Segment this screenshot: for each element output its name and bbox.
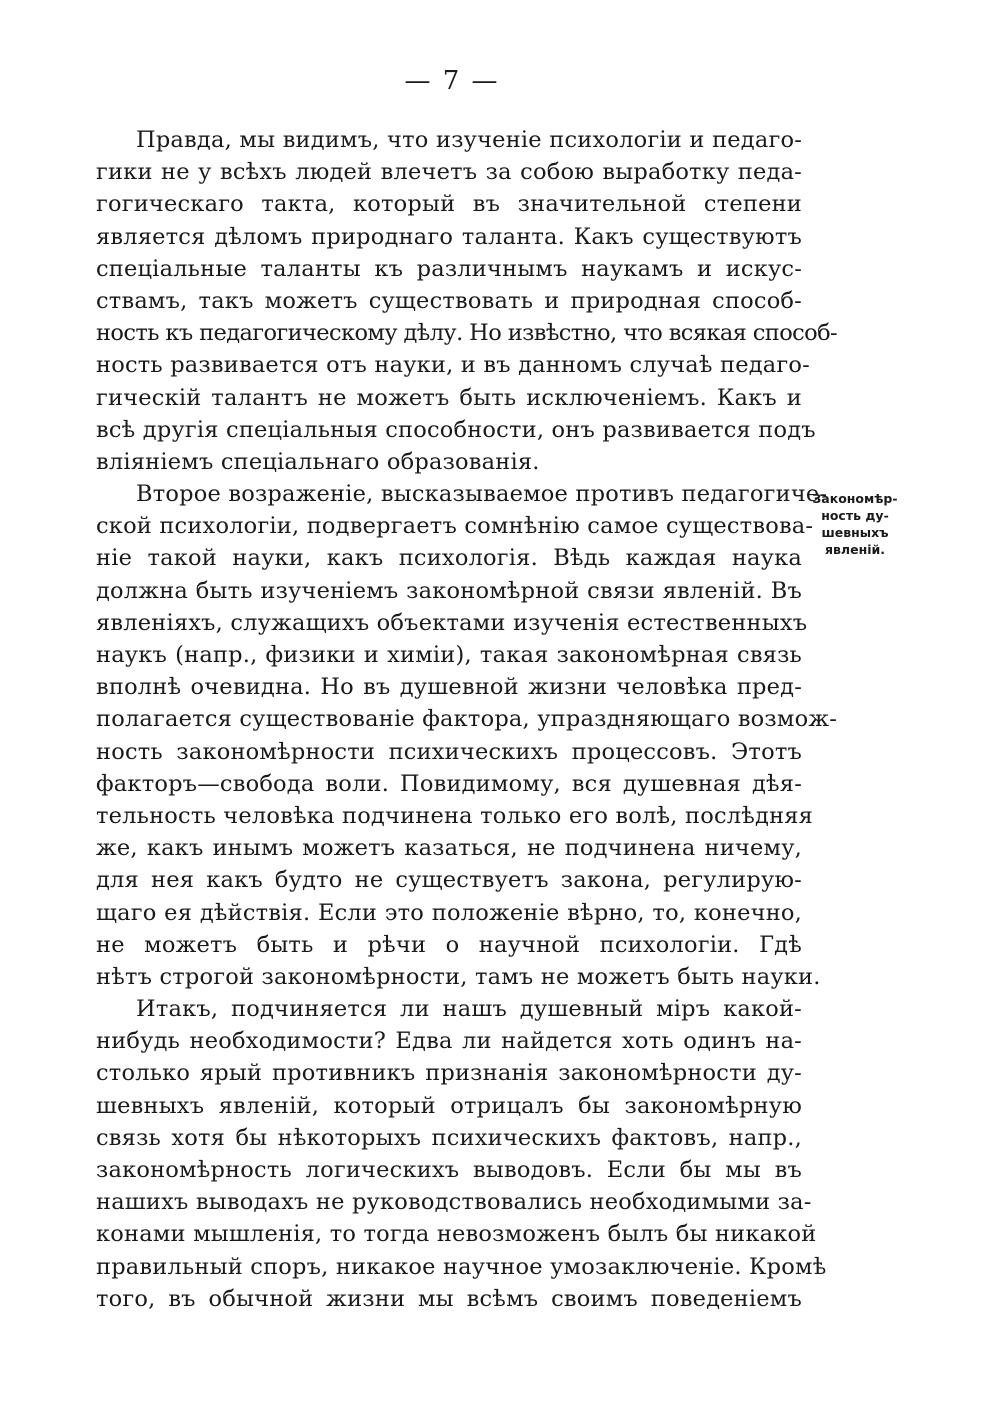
text-line: вліяніемъ спеціальнаго образованія. — [96, 448, 540, 475]
text-line: закономѣрность логическихъ выводовъ. Если бы мы въ — [96, 1157, 802, 1183]
text-line: ніе такой науки, какъ психологія. Вѣдь каждая наука — [96, 545, 802, 572]
text-line: того, въ обычной жизни мы всѣмъ своимъ поведеніемъ — [96, 1285, 802, 1312]
marginal-note-line: явленій. — [825, 542, 885, 557]
text-line: гогическаго такта, который въ значительной степени — [96, 191, 802, 218]
text-line: шевныхъ явленій, который отрицалъ бы закономѣрную — [96, 1092, 802, 1119]
text-line: Итакъ, подчиняется ли нашъ душевный міръ какой- — [136, 996, 802, 1023]
marginal-note-line: шевныхъ — [821, 525, 889, 540]
text-line: всѣ другія спеціальныя способности, онъ развивается подъ — [96, 416, 816, 443]
body-text — [96, 124, 838, 1315]
text-line: щаго ея дѣйствія. Если это положеніе вѣрно, то, конечно, — [96, 899, 802, 926]
text-line: ской психологіи, подвергаетъ сомнѣнію самое существова- — [96, 513, 814, 540]
text-line: должна быть изученіемъ закономѣрной связи явленій. Въ — [96, 577, 802, 604]
page-number: — 7 — — [404, 66, 500, 96]
text-line: ствамъ, такъ можетъ существовать и природная способ- — [96, 287, 802, 314]
marginal-note-line: Закономѣр- — [812, 491, 898, 506]
text-line: факторъ—свобода воли. Повидимому, вся душевная дѣя- — [96, 770, 802, 797]
text-line: явленіяхъ, служащихъ объектами изученія естественныхъ — [96, 609, 808, 636]
text-line: гики не у всѣхъ людей влечетъ за собою выработку педа- — [96, 159, 802, 186]
text-line: нашихъ выводахъ не руководствовались необходимыми за- — [96, 1189, 812, 1216]
text-line: является дѣломъ природнаго таланта. Какъ существуютъ — [96, 223, 802, 250]
text-line: правильный споръ, никакое научное умозаключеніе. Кромѣ — [96, 1253, 827, 1280]
text-line: нѣтъ строгой закономѣрности, тамъ не можетъ быть науки. — [96, 963, 821, 990]
text-line: вполнѣ очевидна. Но въ душевной жизни человѣка пред- — [96, 674, 802, 701]
text-line: конами мышленія, то тогда невозможенъ былъ бы никакой — [96, 1221, 817, 1248]
text-line: столько ярый противникъ признанія закономѣрности ду- — [96, 1060, 802, 1087]
text-line: же, какъ инымъ можетъ казаться, не подчинена ничему, — [96, 835, 802, 862]
marginal-note-line: ность ду- — [821, 508, 889, 523]
text-line: Правда, мы видимъ, что изученіе психологіи и педаго- — [136, 127, 802, 153]
text-line: ность закономѣрности психическихъ процессовъ. Этотъ — [96, 738, 802, 765]
marginal-note — [810, 490, 900, 558]
text-line: связь хотя бы нѣкоторыхъ психическихъ фактовъ, напр., — [96, 1124, 802, 1151]
text-line: наукъ (напр., физики и химіи), такая закономѣрная связь — [96, 642, 802, 668]
text-line: ность развивается отъ науки, и въ данномъ случаѣ педаго- — [96, 352, 810, 379]
text-line: Второе возраженіе, высказываемое противъ педагогиче- — [136, 481, 828, 508]
text-line: для нея какъ будто не существуетъ закона, регулирую- — [96, 867, 802, 894]
text-line: не можетъ быть и рѣчи о научной психологіи. Гдѣ — [96, 931, 802, 958]
text-line: тельность человѣка подчинена только его волѣ, послѣдняя — [96, 802, 814, 829]
text-line: нибудь необходимости? Едва ли найдется хоть одинъ на- — [96, 1028, 802, 1055]
text-line: гическій талантъ не можетъ быть исключеніемъ. Какъ и — [96, 384, 802, 411]
text-line: полагается существованіе фактора, упраздняющаго возмож- — [96, 706, 838, 733]
text-line: спеціальные таланты къ различнымъ наукамъ и искус- — [96, 255, 802, 282]
text-line: ность къ педагогическому дѣлу. Но извѣстно, что всякая способ- — [96, 320, 838, 347]
